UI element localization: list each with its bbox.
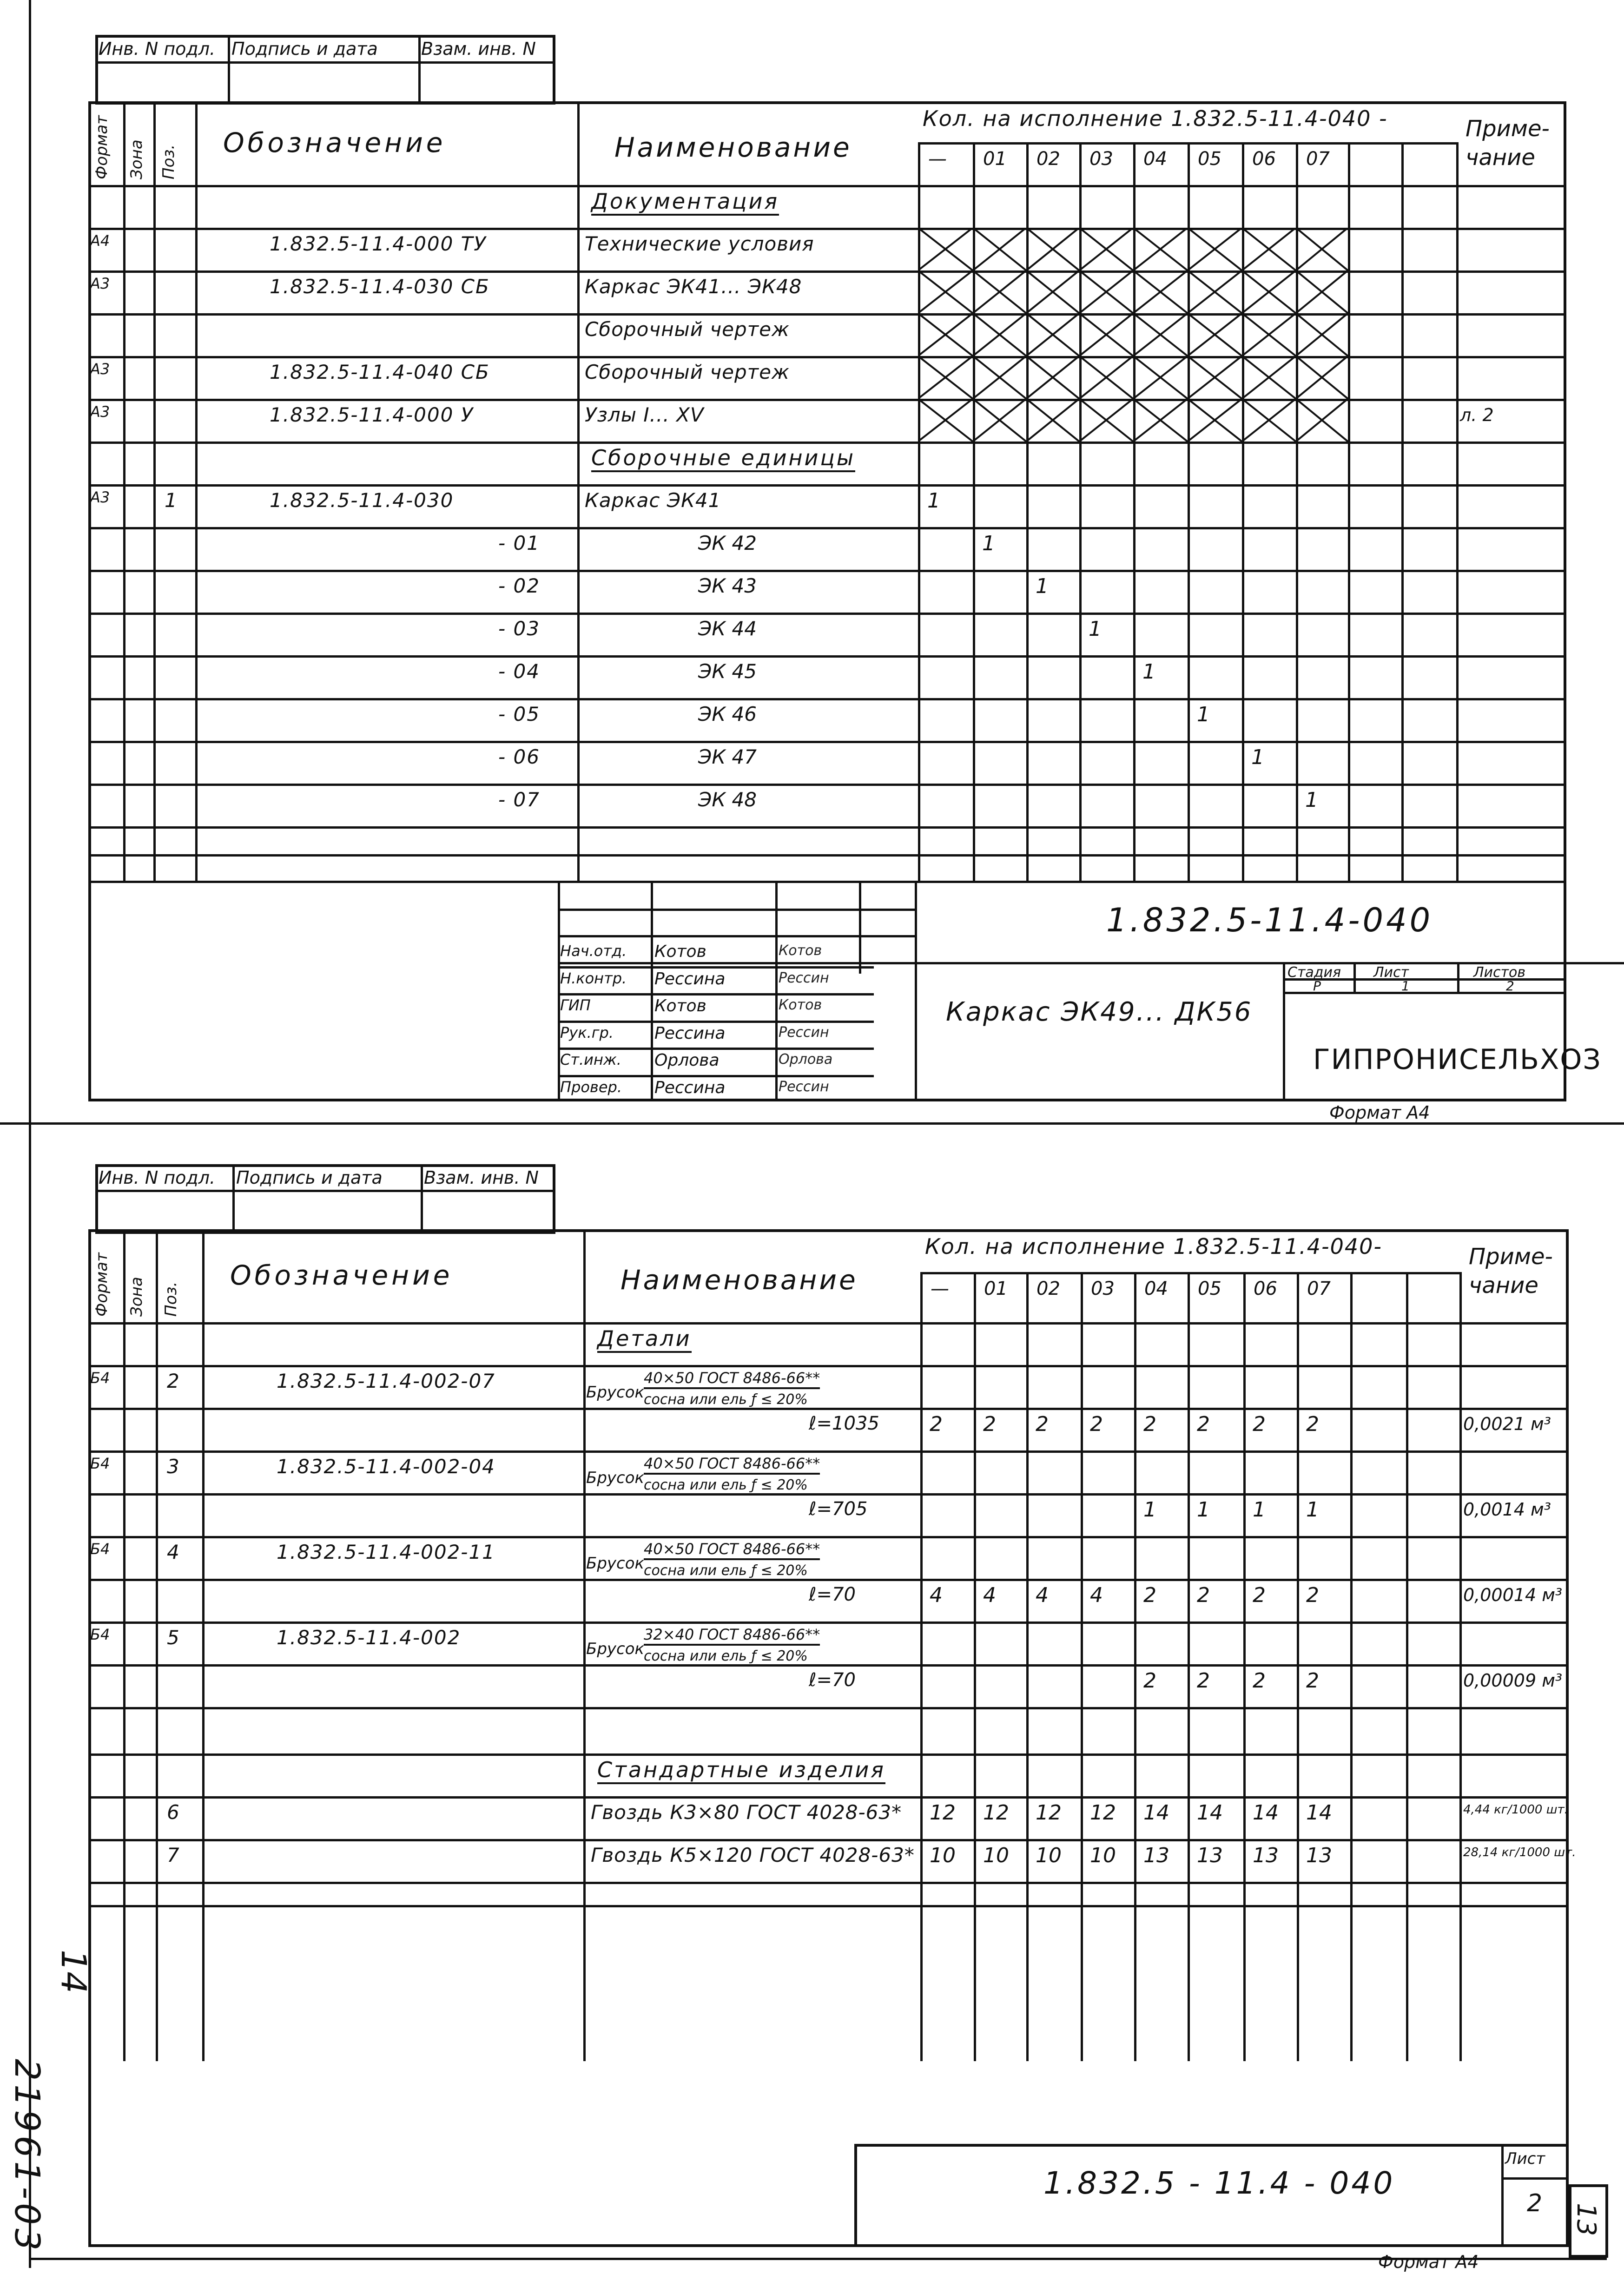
cross-mark <box>918 399 973 442</box>
header-variant: 03 <box>1091 1278 1115 1299</box>
section-heading: Детали <box>597 1328 692 1353</box>
signature: Рессин <box>779 1024 829 1041</box>
header-designation: Обозначение <box>230 1259 453 1291</box>
row-qty: 1 <box>1306 1498 1319 1522</box>
row-qty: 1 <box>1305 788 1318 812</box>
row-qty: 4 <box>983 1583 996 1607</box>
section-heading: Стандартные изделия <box>597 1759 885 1784</box>
row-name: Сборочный чертеж <box>585 361 790 383</box>
cross-mark <box>1026 356 1079 399</box>
row-qty: 2 <box>1197 1583 1210 1607</box>
cross-mark <box>1242 270 1296 313</box>
row-qty: 2 <box>1090 1412 1103 1436</box>
row-name: ЭК 44 <box>698 617 757 640</box>
row-format: Б4 <box>90 1369 110 1387</box>
cross-mark <box>1026 313 1079 356</box>
signer-role: Нач.отд. <box>560 942 627 960</box>
row-spec-bottom: сосна или ель ƒ ≤ 20% <box>644 1391 808 1408</box>
row-format: А3 <box>90 275 110 292</box>
cross-mark <box>973 228 1026 270</box>
row-qty: 10 <box>930 1844 956 1867</box>
row-qty: 1 <box>1089 617 1102 641</box>
row-note: 4,44 кг/1000 шт. <box>1463 1803 1568 1817</box>
signer-role: Ст.инж. <box>560 1051 621 1068</box>
row-note: 0,0014 м³ <box>1463 1499 1551 1520</box>
sheet2-frame <box>88 1229 1569 2247</box>
cross-mark <box>1188 228 1242 270</box>
row-designation: - 07 <box>498 788 540 811</box>
sheet2-code: 1.832.5 - 11.4 - 040 <box>1043 2165 1395 2201</box>
row-qty: 12 <box>1036 1801 1062 1825</box>
row-qty: 14 <box>1306 1801 1332 1825</box>
cross-mark <box>1026 228 1079 270</box>
row-name: Технические условия <box>585 232 814 255</box>
stamp-label-sign: Подпись и дата <box>231 39 378 59</box>
cross-mark <box>918 356 973 399</box>
header-name: Наименование <box>614 132 852 163</box>
section-heading: Документация <box>591 191 779 216</box>
row-qty: 2 <box>1197 1669 1210 1693</box>
row-note: 28,14 кг/1000 шт. <box>1463 1846 1576 1859</box>
header-designation: Обозначение <box>223 127 446 158</box>
row-name: ЭК 43 <box>698 574 757 597</box>
row-spec-bottom: сосна или ель ƒ ≤ 20% <box>644 1477 808 1493</box>
sheet-1 <box>0 0 1624 1125</box>
row-pos: 4 <box>167 1541 179 1563</box>
sheet2-table <box>88 1229 1576 2061</box>
row-spec-bottom: сосна или ель ƒ ≤ 20% <box>644 1648 808 1664</box>
header-note: Приме- чание <box>1466 116 1550 171</box>
row-qty: 10 <box>1036 1844 1062 1867</box>
row-qty: 2 <box>1197 1412 1210 1436</box>
row-designation: - 06 <box>498 745 540 768</box>
signature: Рессин <box>779 1078 829 1095</box>
sheet1-table <box>88 101 1566 882</box>
row-designation: 1.832.5-11.4-040 СБ <box>270 361 490 383</box>
signer-role: Н.контр. <box>560 969 627 987</box>
row-qty: 12 <box>983 1801 1009 1825</box>
row-note: 0,00014 м³ <box>1463 1585 1563 1605</box>
row-pos: 6 <box>167 1801 179 1824</box>
row-qty: 4 <box>930 1583 943 1607</box>
row-name: Гвоздь К3×80 ГОСТ 4028-63* <box>591 1801 902 1824</box>
row-note: 0,00009 м³ <box>1463 1670 1563 1691</box>
cross-mark <box>1188 270 1242 313</box>
cross-mark <box>1188 399 1242 442</box>
sheet1-sheet-label: Лист <box>1373 964 1409 981</box>
row-qty: 13 <box>1143 1844 1169 1867</box>
row-format: А3 <box>90 488 110 506</box>
cross-mark <box>1079 356 1133 399</box>
row-qty: 2 <box>1036 1412 1049 1436</box>
signer-role: Провер. <box>560 1078 622 1096</box>
header-variant: 01 <box>983 148 1007 170</box>
row-designation: 1.832.5-11.4-000 У <box>270 403 474 426</box>
row-qty: 13 <box>1306 1844 1332 1867</box>
row-qty: 2 <box>1306 1583 1319 1607</box>
cross-mark <box>1079 313 1133 356</box>
row-qty: 13 <box>1197 1844 1223 1867</box>
cross-mark <box>1133 356 1188 399</box>
row-format: Б4 <box>90 1455 110 1472</box>
header-name: Наименование <box>621 1264 858 1296</box>
cross-mark <box>1079 399 1133 442</box>
row-name: Каркас ЭК41 <box>585 489 721 512</box>
row-name: Брусок <box>586 1383 645 1402</box>
row-note: л. 2 <box>1460 405 1494 425</box>
row-qty: 1 <box>1036 574 1049 598</box>
header-variant: — <box>928 148 947 170</box>
signature: Рессин <box>779 969 829 986</box>
row-spec-bottom: сосна или ель ƒ ≤ 20% <box>644 1562 808 1579</box>
row-format: Б4 <box>90 1540 110 1558</box>
cross-mark <box>1242 228 1296 270</box>
row-pos: 3 <box>167 1455 179 1478</box>
sheet1-code: 1.832.5-11.4-040 <box>1106 901 1433 939</box>
header-variant: 02 <box>1036 148 1060 170</box>
sheet1-sheets: 2 <box>1506 978 1514 994</box>
sheet2-stamp <box>95 1164 555 1234</box>
row-format: А4 <box>90 232 110 250</box>
cross-mark <box>1296 313 1348 356</box>
header-format: Формат <box>92 115 111 179</box>
row-qty: 2 <box>1143 1412 1156 1436</box>
row-spec-top: 32×40 ГОСТ 8486-66** <box>644 1627 820 1646</box>
cross-mark <box>1296 356 1348 399</box>
row-name: ЭК 46 <box>698 703 757 725</box>
sheet1-stage: Р <box>1313 978 1321 994</box>
sheet1-title: Каркас ЭК49... ДК56 <box>946 997 1253 1027</box>
signer-role: ГИП <box>560 996 591 1014</box>
sheet2-format-label: Формат А4 <box>1378 2252 1479 2272</box>
header-qty: Кол. на исполнение 1.832.5-11.4-040 - <box>923 106 1388 131</box>
cross-mark <box>1188 313 1242 356</box>
cross-mark <box>1296 270 1348 313</box>
row-qty: 2 <box>1253 1669 1266 1693</box>
row-qty: 2 <box>1143 1669 1156 1693</box>
row-qty: 2 <box>983 1412 996 1436</box>
stamp2-label-inv: Инв. N подл. <box>99 1167 216 1188</box>
row-qty: 1 <box>1142 660 1155 684</box>
header-variant: 06 <box>1254 1278 1277 1299</box>
cross-mark <box>1242 399 1296 442</box>
row-name: ЭК 48 <box>698 788 757 811</box>
cross-mark <box>1188 356 1242 399</box>
cross-mark <box>1133 313 1188 356</box>
cross-mark <box>1026 270 1079 313</box>
cross-mark <box>973 356 1026 399</box>
cross-mark <box>1026 399 1079 442</box>
header-variant: 07 <box>1306 148 1330 170</box>
row-designation: 1.832.5-11.4-030 <box>270 489 454 512</box>
header-variant: 04 <box>1144 1278 1168 1299</box>
row-designation: 1.832.5-11.4-002-11 <box>277 1541 495 1563</box>
cross-mark <box>1133 270 1188 313</box>
header-zone: Зона <box>127 1277 146 1317</box>
row-name: ЭК 47 <box>698 745 757 768</box>
row-pos: 7 <box>167 1844 179 1866</box>
sheet1-sheets-label: Листов <box>1473 964 1526 981</box>
cross-mark <box>918 313 973 356</box>
header-variant: 07 <box>1307 1278 1331 1299</box>
row-qty: 1 <box>1251 745 1264 769</box>
row-qty: 13 <box>1253 1844 1279 1867</box>
signer-name: Рессина <box>654 969 726 989</box>
row-designation: - 01 <box>498 532 540 554</box>
sheet1-stage-label: Стадия <box>1287 964 1341 981</box>
sheet2-title-block <box>854 2144 1569 2247</box>
row-note: 0,0021 м³ <box>1463 1414 1551 1434</box>
row-qty: 2 <box>930 1412 943 1436</box>
margin-page-left: 14 <box>53 1950 93 1994</box>
cross-mark <box>1079 228 1133 270</box>
margin-doc-code: 21961-03 <box>7 2059 47 2254</box>
sheet1-format-label: Формат А4 <box>1329 1102 1430 1123</box>
row-designation: 1.832.5-11.4-002-07 <box>277 1370 495 1392</box>
row-designation: - 02 <box>498 574 540 597</box>
row-length: ℓ=1035 <box>809 1413 879 1434</box>
signer-name: Котов <box>654 996 706 1015</box>
row-pos: 5 <box>167 1626 179 1649</box>
row-name: Брусок <box>586 1469 645 1487</box>
row-qty: 2 <box>1253 1583 1266 1607</box>
row-name: Брусок <box>586 1554 645 1573</box>
cross-mark <box>973 270 1026 313</box>
row-qty: 1 <box>1197 1498 1210 1522</box>
header-qty: Кол. на исполнение 1.832.5-11.4-040- <box>925 1234 1383 1259</box>
row-qty: 14 <box>1253 1801 1279 1825</box>
header-variant: 03 <box>1089 148 1113 170</box>
row-designation: - 03 <box>498 617 540 640</box>
row-pos: 2 <box>167 1370 179 1392</box>
header-variant: 04 <box>1143 148 1167 170</box>
signature: Орлова <box>779 1051 833 1068</box>
cross-mark <box>1133 399 1188 442</box>
row-name: Брусок <box>586 1640 645 1658</box>
row-qty: 2 <box>1306 1669 1319 1693</box>
row-qty: 1 <box>1197 703 1210 726</box>
row-designation: 1.832.5-11.4-002-04 <box>277 1455 495 1478</box>
sheet1-org: ГИПРОНИСЕЛЬХОЗ <box>1313 1043 1602 1076</box>
row-designation: - 05 <box>498 703 540 725</box>
row-name: Каркас ЭК41... ЭК48 <box>585 275 802 298</box>
cross-mark <box>973 399 1026 442</box>
row-qty: 12 <box>1090 1801 1116 1825</box>
cross-mark <box>1133 228 1188 270</box>
row-spec-top: 40×50 ГОСТ 8486-66** <box>644 1456 820 1475</box>
row-name: Узлы I... XV <box>585 403 704 426</box>
row-designation: 1.832.5-11.4-030 СБ <box>270 275 490 298</box>
cross-mark <box>918 270 973 313</box>
header-variant: 05 <box>1198 148 1221 170</box>
row-length: ℓ=70 <box>809 1584 856 1605</box>
stamp-label-inv: Инв. N подл. <box>99 39 216 59</box>
row-length: ℓ=705 <box>809 1498 868 1520</box>
row-qty: 10 <box>1090 1844 1116 1867</box>
row-qty: 12 <box>930 1801 956 1825</box>
row-qty: 10 <box>983 1844 1009 1867</box>
header-variant: — <box>931 1278 949 1299</box>
row-qty: 14 <box>1143 1801 1169 1825</box>
header-note: Приме- чание <box>1469 1244 1553 1299</box>
row-qty: 1 <box>1143 1498 1156 1522</box>
row-qty: 4 <box>1090 1583 1103 1607</box>
header-variant: 02 <box>1036 1278 1060 1299</box>
header-zone: Зона <box>127 139 146 179</box>
cross-mark <box>1079 270 1133 313</box>
row-format: А3 <box>90 360 110 378</box>
stamp2-label-sign: Подпись и дата <box>236 1167 383 1188</box>
row-pos: 1 <box>165 489 177 512</box>
row-format: А3 <box>90 403 110 421</box>
cross-mark <box>973 313 1026 356</box>
cross-mark <box>1296 399 1348 442</box>
stamp-label-replace: Взам. инв. N <box>421 39 536 59</box>
signer-name: Рессина <box>654 1078 726 1097</box>
row-spec-top: 40×50 ГОСТ 8486-66** <box>644 1542 820 1560</box>
row-qty: 2 <box>1143 1583 1156 1607</box>
cross-mark <box>1296 228 1348 270</box>
row-name: Сборочный чертеж <box>585 318 790 341</box>
header-pos: Поз. <box>159 144 178 179</box>
margin-page-right: 13 <box>1571 2203 1601 2236</box>
row-qty: 2 <box>1253 1412 1266 1436</box>
row-name: Гвоздь К5×120 ГОСТ 4028-63* <box>591 1844 915 1866</box>
cross-mark <box>918 228 973 270</box>
row-qty: 1 <box>982 532 995 555</box>
row-qty: 14 <box>1197 1801 1223 1825</box>
signer-role: Рук.гр. <box>560 1023 614 1041</box>
signer-name: Котов <box>654 942 706 961</box>
row-designation: 1.832.5-11.4-002 <box>277 1626 461 1649</box>
cross-mark <box>1242 313 1296 356</box>
signature: Котов <box>779 997 822 1013</box>
row-qty: 1 <box>927 489 940 513</box>
row-length: ℓ=70 <box>809 1669 856 1691</box>
sheet2-sheet-label: Лист <box>1505 2149 1545 2168</box>
header-variant: 06 <box>1252 148 1276 170</box>
stamp2-label-replace: Взам. инв. N <box>424 1167 539 1188</box>
row-qty: 2 <box>1306 1412 1319 1436</box>
header-pos: Поз. <box>162 1281 180 1317</box>
signer-name: Орлова <box>654 1051 720 1070</box>
row-qty: 4 <box>1036 1583 1049 1607</box>
sheet2-sheet: 2 <box>1527 2189 1543 2217</box>
row-qty: 1 <box>1253 1498 1266 1522</box>
signer-name: Рессина <box>654 1023 726 1043</box>
header-variant: 01 <box>984 1278 1008 1299</box>
section-heading: Сборочные единицы <box>591 447 855 472</box>
row-spec-top: 40×50 ГОСТ 8486-66** <box>644 1371 820 1389</box>
row-designation: 1.832.5-11.4-000 ТУ <box>270 232 487 255</box>
row-name: ЭК 45 <box>698 660 757 683</box>
header-variant: 05 <box>1198 1278 1221 1299</box>
header-format: Формат <box>92 1252 111 1317</box>
row-designation: - 04 <box>498 660 540 683</box>
cross-mark <box>1242 356 1296 399</box>
sheet1-sheet: 1 <box>1401 978 1410 994</box>
row-name: ЭК 42 <box>698 532 757 554</box>
row-format: Б4 <box>90 1626 110 1643</box>
signature: Котов <box>779 943 822 959</box>
